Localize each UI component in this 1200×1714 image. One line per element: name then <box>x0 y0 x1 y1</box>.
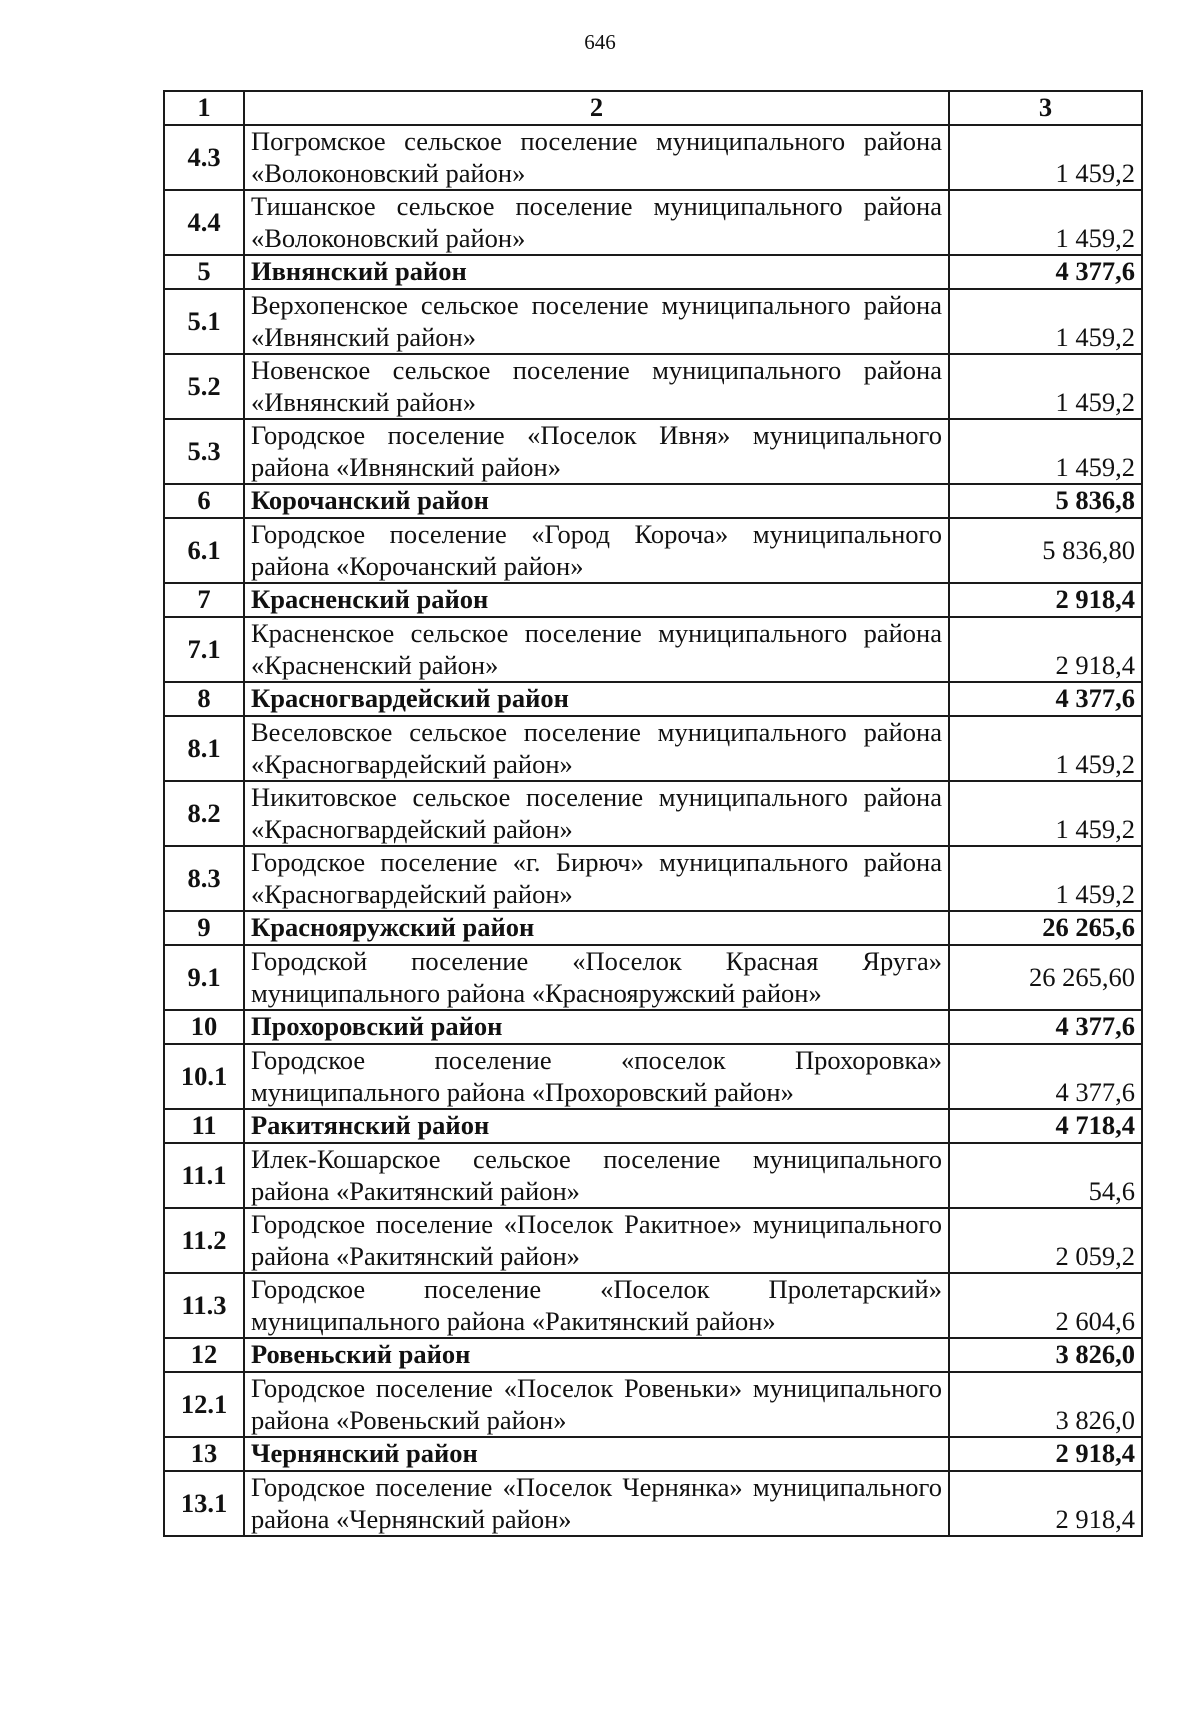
district-name: Чернянский район <box>244 1437 949 1471</box>
amount-value: 2 918,4 <box>949 1437 1142 1471</box>
amount-value: 1 459,2 <box>949 190 1142 255</box>
district-name: Прохоровский район <box>244 1010 949 1044</box>
settlement-name: Веселовское сельское поселение муниципального района «Красногвардейский район» <box>244 716 949 781</box>
settlement-name: Верхопенское сельское поселение муниципального района «Ивнянский район» <box>244 289 949 354</box>
amount-value: 4 377,6 <box>949 255 1142 289</box>
table-header-row <box>164 91 1142 125</box>
column-header-1: 1 <box>164 91 244 125</box>
settlement-row <box>164 289 1142 354</box>
row-number: 9 <box>164 911 244 945</box>
district-row <box>164 1338 1142 1372</box>
row-number: 8.3 <box>164 846 244 911</box>
district-name: Корочанский район <box>244 484 949 518</box>
amount-value: 2 059,2 <box>949 1208 1142 1273</box>
district-row <box>164 1109 1142 1143</box>
settlement-row <box>164 716 1142 781</box>
column-header-3: 3 <box>949 91 1142 125</box>
amount-value: 26 265,60 <box>949 945 1142 1010</box>
district-row <box>164 255 1142 289</box>
settlement-row <box>164 1044 1142 1109</box>
district-name: Ивнянский район <box>244 255 949 289</box>
settlement-row <box>164 1208 1142 1273</box>
amount-value: 2 918,4 <box>949 583 1142 617</box>
settlement-name: Городское поселение «Город Короча» муниципального района «Корочанский район» <box>244 518 949 583</box>
row-number: 13.1 <box>164 1471 244 1536</box>
settlement-name: Новенское сельское поселение муниципального района «Ивнянский район» <box>244 354 949 419</box>
row-number: 8 <box>164 682 244 716</box>
row-number: 12.1 <box>164 1372 244 1437</box>
row-number: 5 <box>164 255 244 289</box>
amount-value: 4 718,4 <box>949 1109 1142 1143</box>
amount-value: 1 459,2 <box>949 419 1142 484</box>
amount-value: 1 459,2 <box>949 781 1142 846</box>
amount-value: 1 459,2 <box>949 125 1142 190</box>
settlement-name: Городское поселение «г. Бирюч» муниципального района «Красногвардейский район» <box>244 846 949 911</box>
settlement-row <box>164 945 1142 1010</box>
settlement-name: Городское поселение «поселок Прохоровка» муниципального района «Прохоровский район» <box>244 1044 949 1109</box>
amount-value: 3 826,0 <box>949 1372 1142 1437</box>
amount-value: 1 459,2 <box>949 354 1142 419</box>
district-name: Ракитянский район <box>244 1109 949 1143</box>
settlement-name: Городской поселение «Поселок Красная Яруга» муниципального района «Краснояружский район» <box>244 945 949 1010</box>
row-number: 12 <box>164 1338 244 1372</box>
table-body <box>164 125 1142 1536</box>
district-row <box>164 682 1142 716</box>
settlement-row <box>164 125 1142 190</box>
settlement-name: Городское поселение «Поселок Чернянка» муниципального района «Чернянский район» <box>244 1471 949 1536</box>
settlement-row <box>164 419 1142 484</box>
row-number: 4.3 <box>164 125 244 190</box>
district-row <box>164 1437 1142 1471</box>
row-number: 5.3 <box>164 419 244 484</box>
district-row <box>164 911 1142 945</box>
settlement-row <box>164 617 1142 682</box>
row-number: 4.4 <box>164 190 244 255</box>
amount-value: 5 836,8 <box>949 484 1142 518</box>
row-number: 7.1 <box>164 617 244 682</box>
row-number: 11.2 <box>164 1208 244 1273</box>
amount-value: 1 459,2 <box>949 846 1142 911</box>
row-number: 11.3 <box>164 1273 244 1338</box>
row-number: 9.1 <box>164 945 244 1010</box>
district-name: Ровеньский район <box>244 1338 949 1372</box>
district-name: Красненский район <box>244 583 949 617</box>
district-name: Краснояружский район <box>244 911 949 945</box>
settlement-name: Городское поселение «Поселок Ракитное» муниципального района «Ракитянский район» <box>244 1208 949 1273</box>
allocation-table <box>163 90 1143 1537</box>
row-number: 10.1 <box>164 1044 244 1109</box>
settlement-row <box>164 846 1142 911</box>
settlement-row <box>164 1143 1142 1208</box>
amount-value: 26 265,6 <box>949 911 1142 945</box>
settlement-row <box>164 1273 1142 1338</box>
settlement-name: Городское поселение «Поселок Ровеньки» муниципального района «Ровеньский район» <box>244 1372 949 1437</box>
column-header-2: 2 <box>244 91 949 125</box>
amount-value: 5 836,80 <box>949 518 1142 583</box>
row-number: 11.1 <box>164 1143 244 1208</box>
settlement-name: Погромское сельское поселение муниципального района «Волоконовский район» <box>244 125 949 190</box>
settlement-row <box>164 1471 1142 1536</box>
row-number: 6.1 <box>164 518 244 583</box>
row-number: 13 <box>164 1437 244 1471</box>
row-number: 11 <box>164 1109 244 1143</box>
amount-value: 2 604,6 <box>949 1273 1142 1338</box>
settlement-row <box>164 190 1142 255</box>
amount-value: 54,6 <box>949 1143 1142 1208</box>
amount-value: 2 918,4 <box>949 1471 1142 1536</box>
row-number: 8.2 <box>164 781 244 846</box>
row-number: 5.2 <box>164 354 244 419</box>
row-number: 5.1 <box>164 289 244 354</box>
district-row <box>164 1010 1142 1044</box>
settlement-row <box>164 518 1142 583</box>
row-number: 7 <box>164 583 244 617</box>
settlement-name: Красненское сельское поселение муниципального района «Красненский район» <box>244 617 949 682</box>
settlement-name: Городское поселение «Поселок Ивня» муниципального района «Ивнянский район» <box>244 419 949 484</box>
row-number: 6 <box>164 484 244 518</box>
amount-value: 4 377,6 <box>949 682 1142 716</box>
district-row <box>164 484 1142 518</box>
amount-value: 4 377,6 <box>949 1044 1142 1109</box>
settlement-name: Тишанское сельское поселение муниципального района «Волоконовский район» <box>244 190 949 255</box>
settlement-row <box>164 1372 1142 1437</box>
row-number: 8.1 <box>164 716 244 781</box>
settlement-row <box>164 354 1142 419</box>
district-row <box>164 583 1142 617</box>
settlement-name: Илек-Кошарское сельское поселение муниципального района «Ракитянский район» <box>244 1143 949 1208</box>
amount-value: 1 459,2 <box>949 289 1142 354</box>
page-number: 646 <box>584 30 616 54</box>
amount-value: 3 826,0 <box>949 1338 1142 1372</box>
row-number: 10 <box>164 1010 244 1044</box>
amount-value: 1 459,2 <box>949 716 1142 781</box>
settlement-name: Никитовское сельское поселение муниципального района «Красногвардейский район» <box>244 781 949 846</box>
district-name: Красногвардейский район <box>244 682 949 716</box>
settlement-name: Городское поселение «Поселок Пролетарский» муниципального района «Ракитянский район» <box>244 1273 949 1338</box>
settlement-row <box>164 781 1142 846</box>
amount-value: 2 918,4 <box>949 617 1142 682</box>
amount-value: 4 377,6 <box>949 1010 1142 1044</box>
